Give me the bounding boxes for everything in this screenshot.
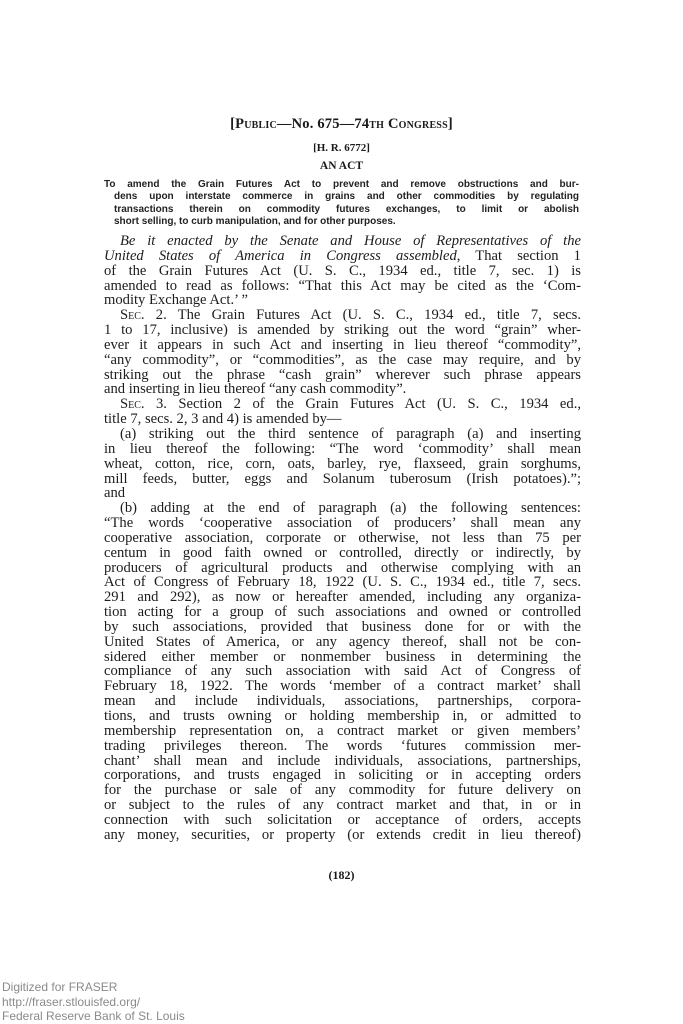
enacting-clause-italic: United States of America in Congress assembled [104,247,457,264]
section-label: Sec. 3. [120,396,167,413]
para-b-line: corporations, and trusts engaged in soliciting or in accepting orders [104,767,581,784]
para-b-line: connection with such solicitation or acceptance of orders, accepts [104,811,581,828]
para-b-line: Act of Congress of February 18, 1922 (U. S. C., 1934 ed., title 7, secs. [104,574,581,591]
sec2-line: striking out the phrase “cash grain” wherever such phrase appears [104,366,581,383]
act-title: AN ACT [319,160,364,172]
enacting-clause-line: of the Grain Futures Act (U. S. C., 1934 ed., title 7, sec. 1) is [104,262,581,279]
para-a-line: mill feeds, butter, eggs and Solanum tuberosum (Irish potatoes).”; [104,470,581,487]
para-b-line: for the purchase or sale of any commodity for future delivery on [104,782,581,799]
summary-line: To amend the Grain Futures Act to prevent and remove obstructions and bur- [104,179,579,190]
para-b-line: compliance of any such association with said Act of Congress of [104,663,581,680]
act-summary [104,179,579,229]
sec2-line: 1 to 17, inclusive) is amended by striking out the word “grain” wher- [104,322,581,339]
sec2-line: and inserting in lieu thereof “any cash commodity”. [104,381,407,398]
footer-url[interactable]: http://fraser.stlouisfed.org/ [2,994,141,1009]
bill-number: [H. R. 6772] [313,142,370,154]
bracket-close: ] [447,116,453,132]
public-label: Public [235,116,277,132]
summary-line: transactions therein on commodity futures exchanges, to limit or abolish [114,203,579,215]
summary-line: short selling, to curb manipulation, and for other purposes. [114,216,396,228]
para-b-line: “The words ‘cooperative association of producers’ shall mean any [104,515,581,532]
para-b-line: February 18, 1922. The words ‘member of a contract market’ shall [104,678,581,695]
congress-label: th Congress [369,116,448,132]
para-a-line: (a) striking out the third sentence of paragraph (a) and inserting [120,425,581,442]
act-body [104,234,581,843]
para-a-line: and [104,485,126,502]
enacting-clause-line: amended to read as follows: “That this Act may be cited as the ‘Com- [104,277,581,294]
para-b-line: centum in good faith owned or controlled, directly or indirectly, by [104,544,581,561]
para-b-line: any money, securities, or property (or extends credit in lieu thereof) [104,826,581,843]
para-b-line: tion acting for a group of such associations and owned or controlled [104,604,581,621]
sec2-line: “any commodity”, or “commodities”, as the case may require, and by [104,351,581,368]
sec2-text: The Grain Futures Act (U. S. C., 1934 ed., title 7, secs. [166,307,582,324]
public-law-heading [0,116,683,133]
para-b-line: producers of agricultural products and otherwise complying with an [104,559,581,576]
sec3-line: title 7, secs. 2, 3 and 4) is amended by— [104,411,342,428]
para-b-line: 291 and 292), as now or hereafter amended, including any organiza- [104,589,581,606]
para-b-line: mean and include individuals, associations, partnerships, corpora- [104,693,581,710]
para-a-line: in lieu thereof the following: “The word ‘commodity’ shall mean [104,440,581,457]
page-number: (182) [328,868,355,882]
para-b-line: cooperative association, corporate or otherwise, not less than 75 per [104,529,581,546]
enacting-clause-line: modity Exchange Act.’ ” [104,292,248,309]
section-label: Sec. 2. [120,307,167,324]
enacting-clause-text: , That section 1 [456,247,581,264]
footer-digitized: Digitized for FRASER [2,980,118,994]
law-number: —No. 675—74 [276,116,370,132]
para-b-line: or subject to the rules of any contract market and that, in or in [104,797,581,814]
digitization-footer [2,980,185,1024]
para-b-line: membership representation on, a contract market or given members’ [104,722,581,739]
bracket-open: [ [230,116,236,132]
footer-institution: Federal Reserve Bank of St. Louis [2,1009,185,1023]
para-b-line: (b) adding at the end of paragraph (a) the following sentences: [120,500,581,517]
enacting-clause-line: Be it enacted by the Senate and House of Representatives of the [120,233,581,249]
sec2-line [104,308,581,323]
summary-line: dens upon interstate commerce in grains and other commodities by regulating [114,191,579,203]
para-a-line: wheat, cotton, rice, corn, oats, barley, rye, flaxseed, grain sorghums, [104,455,581,472]
enacting-clause-line [104,249,581,264]
para-b-line: tions, and trusts owning or holding membership in, or admitted to [104,708,581,724]
sec2-line: ever it appears in such Act and inserting in lieu thereof “commodity”, [104,336,581,353]
sec3-text: Section 2 of the Grain Futures Act (U. S. C., 1934 ed., [166,396,582,413]
para-b-line: trading privileges thereon. The words ‘futures commission mer- [104,737,581,754]
sec3-line [104,397,581,412]
para-b-line: sidered either member or nonmember business in determining the [104,648,581,665]
para-b-line: chant’ shall mean and include individuals, associations, partnerships, [104,752,581,769]
para-b-line: United States of America, or any agency thereof, shall not be con- [104,633,581,650]
para-b-line: by such associations, provided that business done for or with the [104,618,581,635]
